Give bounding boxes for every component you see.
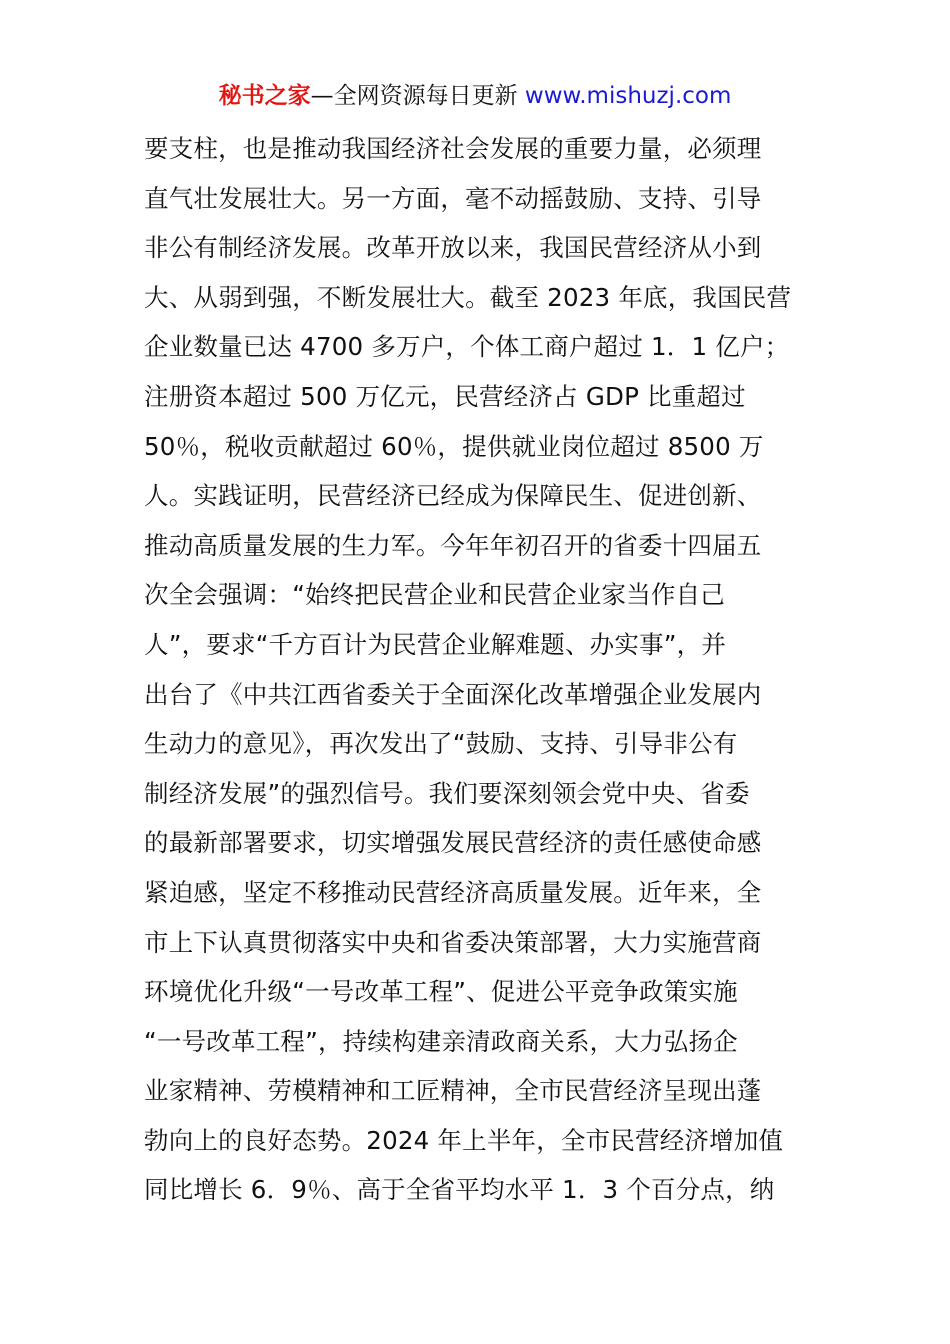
- text-line: 制经济发展”的强烈信号。我们要深刻领会党中央、省委: [144, 778, 750, 808]
- text-line: 注册资本超过 500 万亿元，民营经济占 GDP 比重超过: [144, 381, 746, 411]
- text-line: 同比增长 6．9％、高于全省平均水平 1．3 个百分点，纳: [144, 1175, 775, 1205]
- text-line: 紧迫感，坚定不移推动民营经济高质量发展。近年来，全: [144, 877, 762, 907]
- document-body: [144, 124, 824, 1215]
- text-line: 人。实践证明，民营经济已经成为保障民生、促进创新、: [144, 481, 762, 511]
- text-line: 要支柱，也是推动我国经济社会发展的重要力量，必须理: [144, 134, 762, 163]
- text-line: 推动高质量发展的生力军。今年年初召开的省委十四届五: [144, 530, 762, 560]
- text-line: 业家精神、劳模精神和工匠精神，全市民营经济呈现出蓬: [144, 1076, 762, 1106]
- text-line: “一号改革工程”，持续构建亲清政商关系，大力弘扬企: [144, 1026, 738, 1056]
- header-tagline: —全网资源每日更新: [310, 83, 525, 109]
- watermark-header: [0, 80, 950, 112]
- text-line: 生动力的意见》，再次发出了“鼓励、支持、引导非公有: [144, 729, 738, 759]
- text-line: 人”，要求“千方百计为民营企业解难题、办实事”，并: [144, 629, 727, 659]
- text-line: 的最新部署要求，切实增强发展民营经济的责任感使命感: [144, 828, 762, 858]
- text-line: 非公有制经济发展。改革开放以来，我国民营经济从小到: [144, 233, 762, 263]
- text-line: 出台了《中共江西省委关于全面深化改革增强企业发展内: [144, 679, 762, 709]
- text-line: 大、从弱到强，不断发展壮大。截至 2023 年底，我国民营: [144, 282, 792, 312]
- text-line: 50％，税收贡献超过 60％，提供就业岗位超过 8500 万: [144, 431, 764, 461]
- site-url: www.mishuzj.com: [524, 83, 732, 109]
- text-line: 次全会强调：“始终把民营企业和民营企业家当作自己: [144, 580, 725, 610]
- text-line: 直气壮发展壮大。另一方面，毫不动摇鼓励、支持、引导: [144, 183, 762, 213]
- text-line: 市上下认真贯彻落实中央和省委决策部署，大力实施营商: [144, 927, 762, 957]
- brand-name: 秘书之家: [218, 83, 311, 109]
- text-line: 勃向上的良好态势。2024 年上半年，全市民营经济增加值: [144, 1125, 784, 1155]
- text-line: 环境优化升级“一号改革工程”、促进公平竞争政策实施: [144, 977, 738, 1007]
- text-line: 企业数量已达 4700 多万户，个体工商户超过 1．1 亿户；: [144, 332, 790, 362]
